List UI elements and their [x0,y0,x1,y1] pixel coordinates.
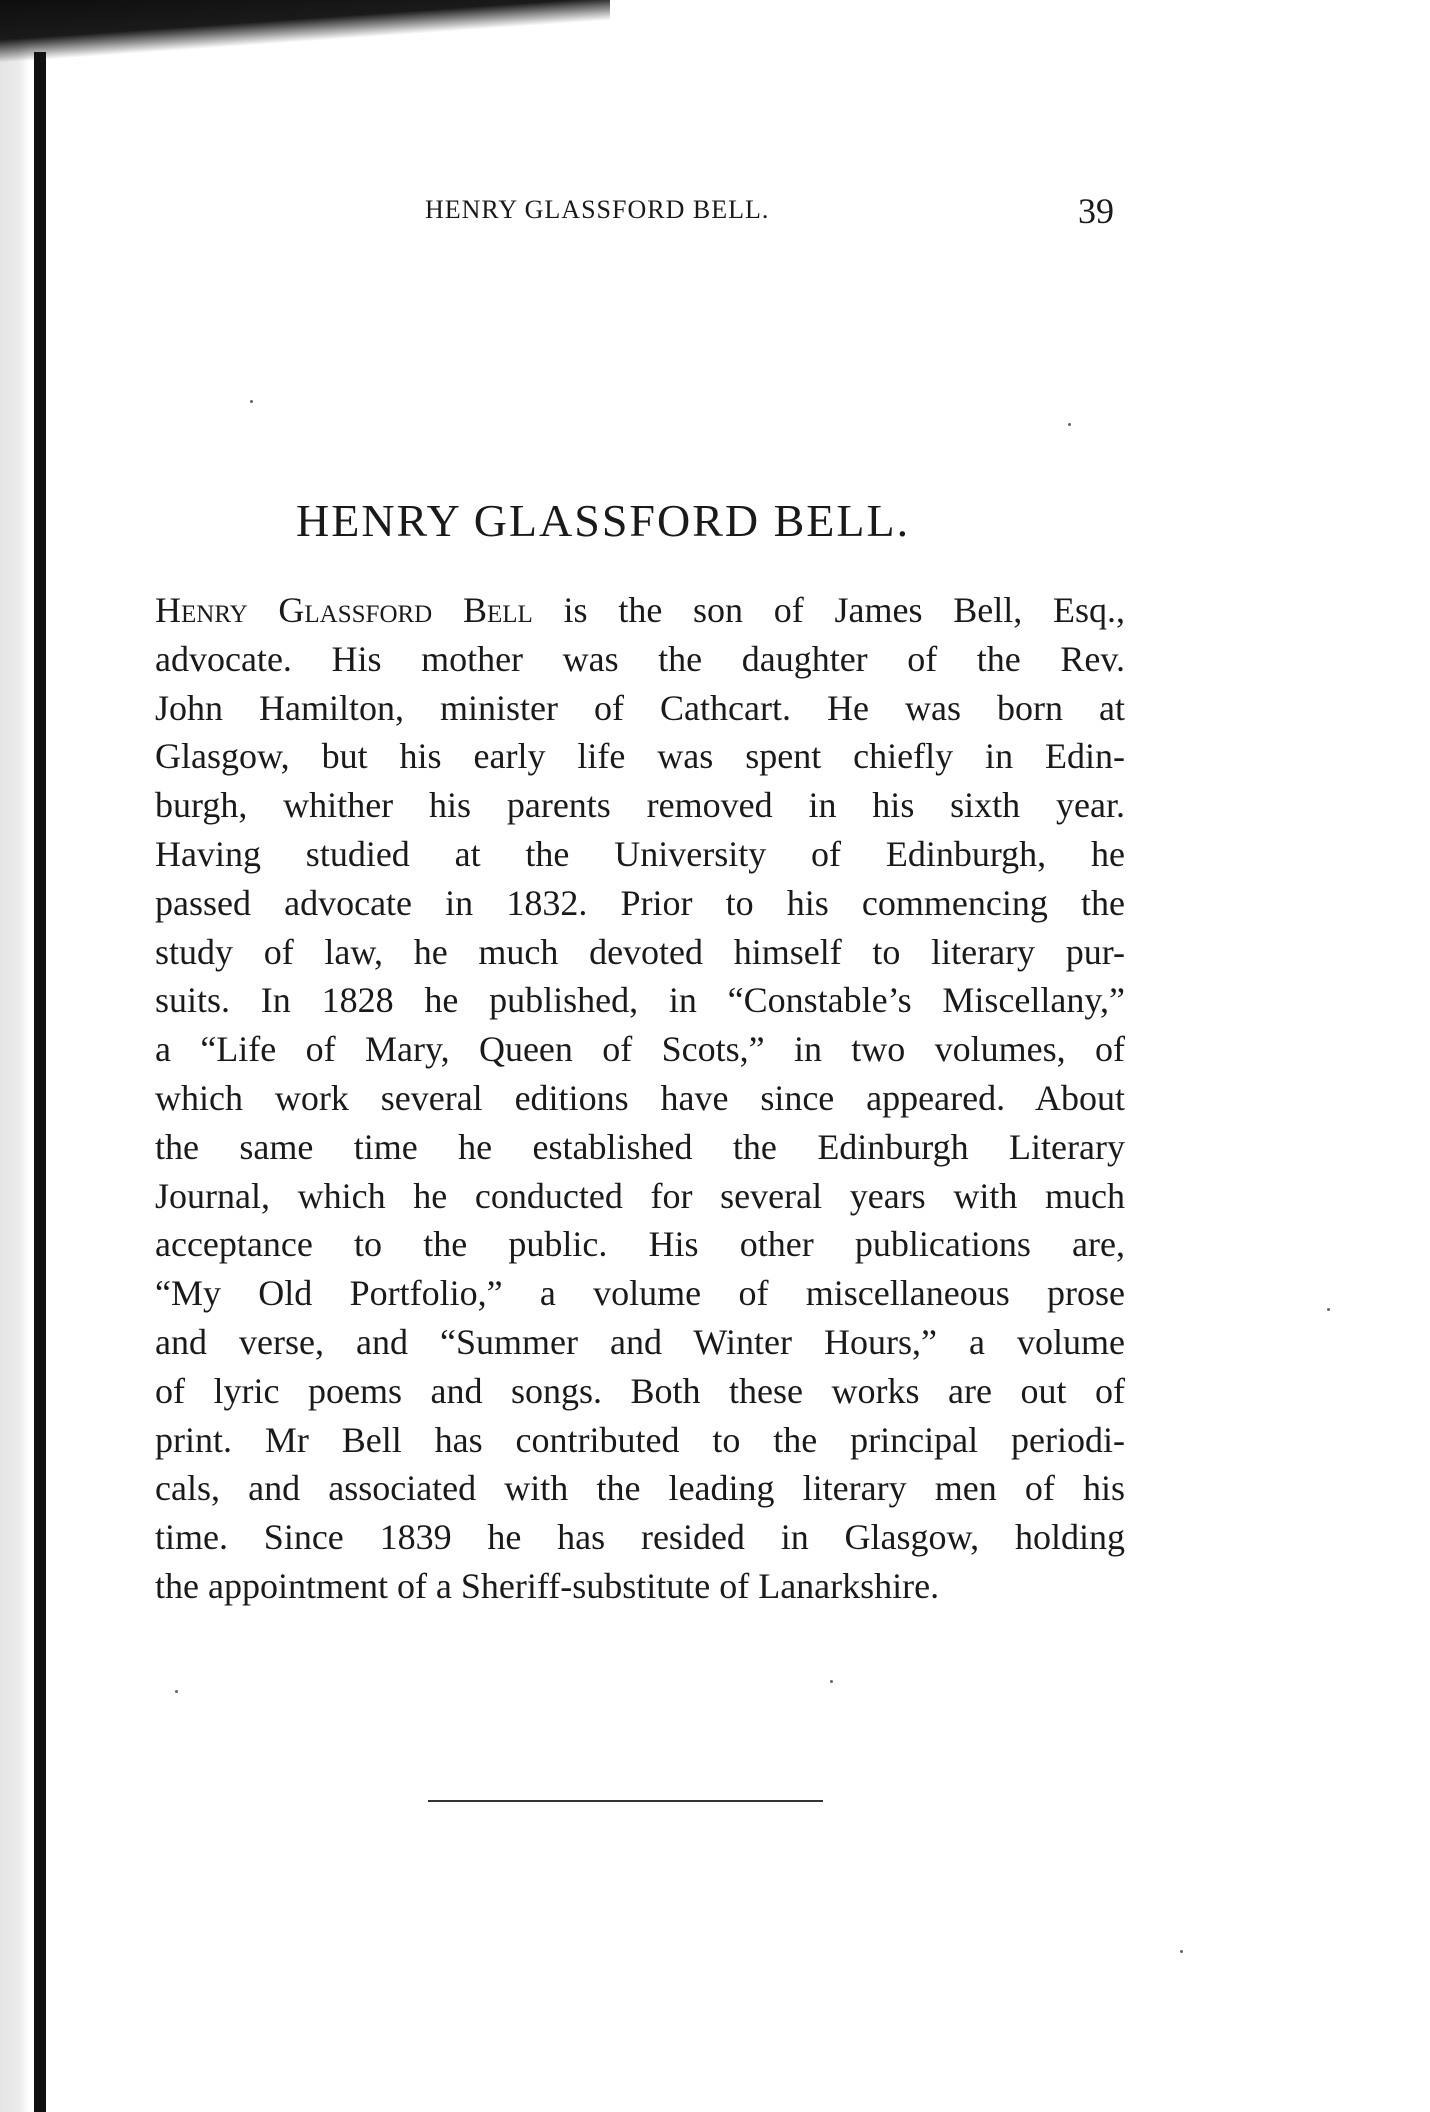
running-head: HENRY GLASSFORD BELL. [425,195,770,224]
lead-name: Henry Glassford Bell [155,590,533,630]
text-line: burgh, whither his parents removed in his sixth year. [155,785,1125,826]
text-line: Henry Glassford Bell is the son of James Bell, Esq., [155,590,1125,630]
scan-speck [175,1690,178,1693]
text-line: Having studied at the University of Edinburgh, he [155,833,1125,874]
text-line: John Hamilton, minister of Cathcart. He was born at [155,687,1125,728]
text-line: which work several editions have since appeared. About [155,1077,1125,1118]
text-line: study of law, he much devoted himself to literary pur- [155,931,1125,972]
section-end-rule [428,1800,823,1802]
text-line: acceptance to the public. His other publications are, [155,1224,1125,1265]
scan-speck [1180,1950,1183,1953]
page-number: 39 [1078,191,1114,231]
text-line: of lyric poems and songs. Both these works are out of [155,1370,1125,1411]
chapter-title: HENRY GLASSFORD BELL. [296,495,911,546]
body-paragraph [155,586,1125,1611]
text-line: print. Mr Bell has contributed to the principal periodi- [155,1419,1125,1460]
scan-shadow [0,0,30,2112]
text-line: the appointment of a Sheriff-substitute of Lanarkshire. [155,1565,940,1606]
scan-speck [1068,423,1071,426]
text-line: suits. In 1828 he published, in “Constable’s Miscellany,” [155,980,1125,1021]
text-line: passed advocate in 1832. Prior to his commencing the [155,882,1125,923]
text-line: time. Since 1839 he has resided in Glasgow, holding [155,1517,1125,1558]
text-line: Glasgow, but his early life was spent chiefly in Edin- [155,736,1125,777]
text-line: the same time he established the Edinburgh Literary [155,1126,1125,1167]
scan-speck [830,1680,833,1683]
scan-speck [1327,1308,1330,1311]
text-line: Journal, which he conducted for several years with much [155,1175,1125,1216]
page-binding-edge [34,52,46,2112]
text-line: and verse, and “Summer and Winter Hours,” a volume [155,1321,1125,1362]
text-line: a “Life of Mary, Queen of Scots,” in two volumes, of [155,1029,1125,1070]
text-line: advocate. His mother was the daughter of the Rev. [155,638,1125,679]
scan-smudge [0,0,610,62]
text-line: “My Old Portfolio,” a volume of miscellaneous prose [155,1273,1125,1314]
scan-speck [250,400,253,403]
text-line: cals, and associated with the leading literary men of his [155,1468,1125,1509]
